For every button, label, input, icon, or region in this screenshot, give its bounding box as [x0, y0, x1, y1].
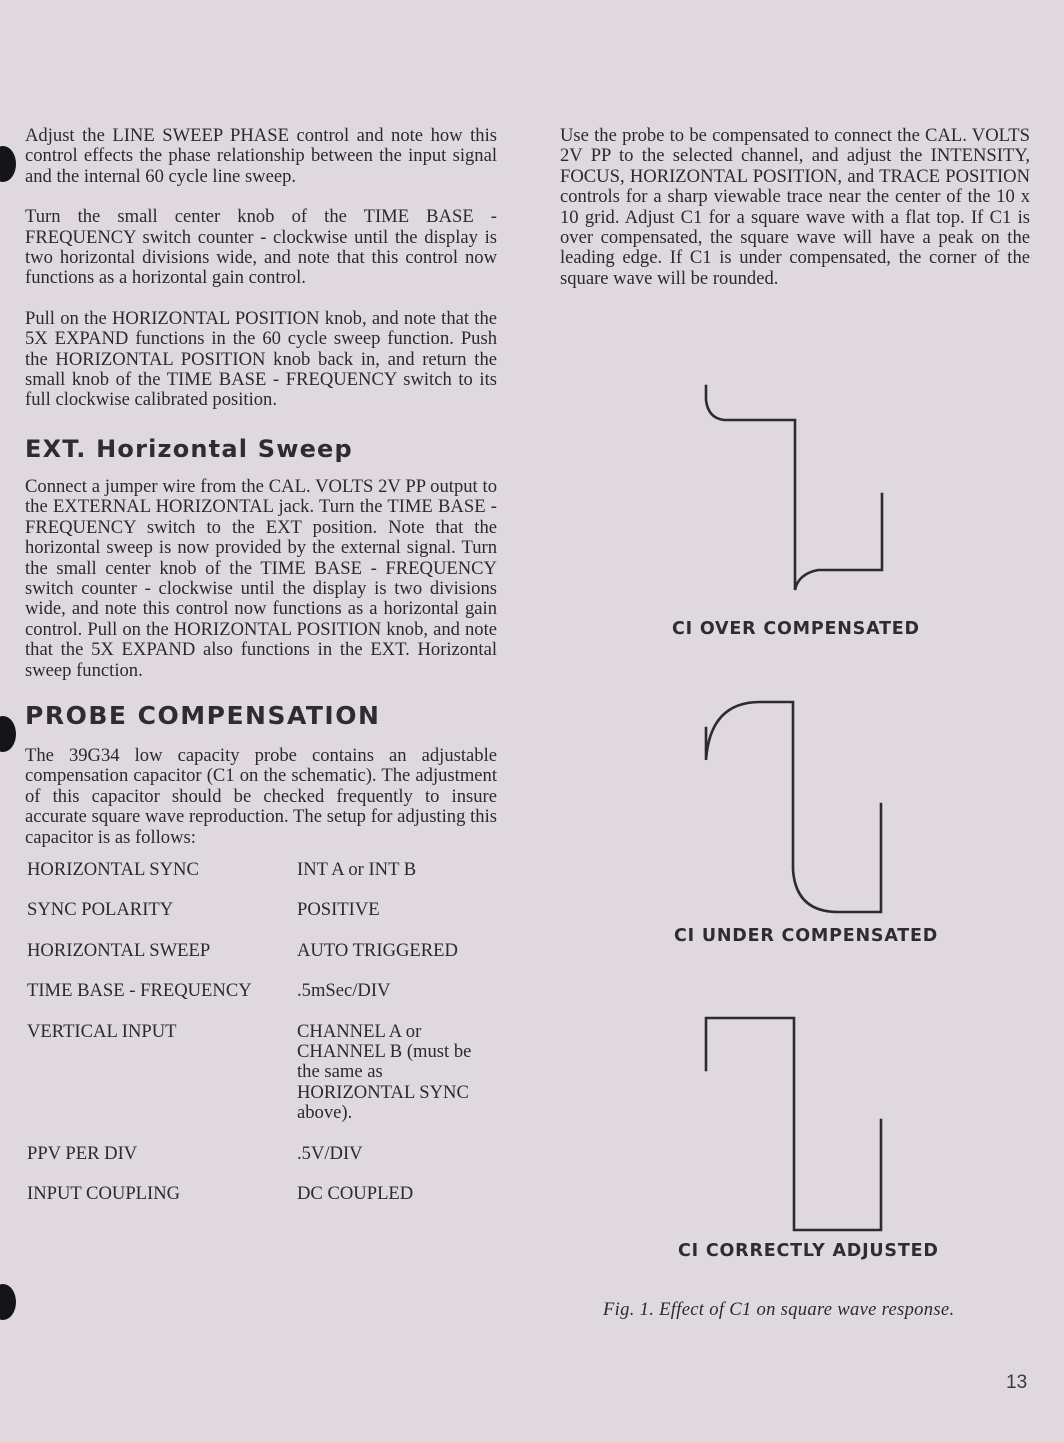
setting-label: HORIZONTAL SYNC	[27, 858, 199, 880]
setting-value: .5V/DIV	[297, 1142, 363, 1164]
figure-caption: Fig. 1. Effect of C1 on square wave response.	[603, 1299, 955, 1320]
paragraph-time-base-knob: Turn the small center knob of the TIME BASE - FREQUENCY switch counter - clockwise until the display is two horizontal divisions wide, and note that this control now functions as a horizontal gain control.	[25, 206, 497, 289]
paragraph-horizontal-position: Pull on the HORIZONTAL POSITION knob, and note that the 5X EXPAND functions in the 60 cycle sweep function. Push the HORIZONTAL POSITION knob back in, and return the small knob of the TIME BASE - FREQUENCY switch to its full clockwise calibrated position.	[25, 307, 497, 411]
paragraph-ext-sweep: Connect a jumper wire from the CAL. VOLTS 2V PP output to the EXTERNAL HORIZONTAL jack. Turn the TIME BASE - FREQUENCY switch to the EXT position. Note that the horizontal sweep is now provided by the external signal. Turn the small center knob of the TIME BASE - FREQUENCY switch counter - clockwise until the display is two divisions wide, and note this control now functions as a horizontal gain control. Pull on the HORIZONTAL POSITION knob, and note that the 5X EXPAND also functions in the EXT. Horizontal sweep function.	[25, 475, 497, 681]
setting-label: TIME BASE - FREQUENCY	[27, 980, 252, 1002]
label-under-compensated: CI UNDER COMPENSATED	[674, 926, 939, 946]
page-number: 13	[1006, 1372, 1028, 1393]
setting-value: DC COUPLED	[297, 1183, 414, 1205]
setting-label: HORIZONTAL SWEEP	[27, 939, 211, 961]
paragraph-line-sweep-phase: Adjust the LINE SWEEP PHASE control and note how this control effects the phase relationship between the input signal and the internal 60 cycle line sweep.	[25, 125, 497, 187]
label-correctly-adjusted: CI CORRECTLY ADJUSTED	[678, 1241, 939, 1261]
label-over-compensated: CI OVER COMPENSATED	[672, 619, 920, 639]
wave-correctly-adjusted	[706, 1018, 881, 1230]
setting-value: INT A or INT B	[297, 858, 417, 880]
heading-probe-compensation: PROBE COMPENSATION	[25, 700, 381, 730]
paragraph-probe-adjust: Use the probe to be compensated to connect the CAL. VOLTS 2V PP to the selected channel, and adjust the INTENSITY, FOCUS, HORIZONTAL POSITION, and TRACE POSITION controls for a sharp viewable trace near the center of the 10 x 10 grid. Adjust C1 for a square wave with a flat top. If C1 is over compensated, the square wave will have a peak on the leading edge. If C1 is under compensated, the corner of the square wave will be rounded.	[560, 125, 1030, 289]
setting-value: AUTO TRIGGERED	[297, 939, 458, 961]
paragraph-probe: The 39G34 low capacity probe contains an adjustable compensation capacitor (C1 on the schematic). The adjustment of this capacitor should be checked frequently to insure accurate square wave reproduction. The setup for adjusting this capacitor is as follows:	[25, 744, 497, 848]
wave-over-compensated	[706, 386, 882, 590]
setting-value: CHANNEL A or CHANNEL B (must be the same as HORIZONTAL SYNC above).	[297, 1020, 472, 1124]
setting-value: .5mSec/DIV	[297, 980, 391, 1002]
heading-ext-horizontal-sweep: EXT. Horizontal Sweep	[25, 434, 353, 463]
wave-under-compensated	[706, 702, 881, 912]
setting-label: SYNC POLARITY	[27, 899, 174, 921]
setting-label: INPUT COUPLING	[27, 1183, 181, 1205]
setting-label: VERTICAL INPUT	[27, 1020, 177, 1042]
setting-label: PPV PER DIV	[27, 1142, 138, 1164]
setting-value: POSITIVE	[297, 899, 380, 921]
